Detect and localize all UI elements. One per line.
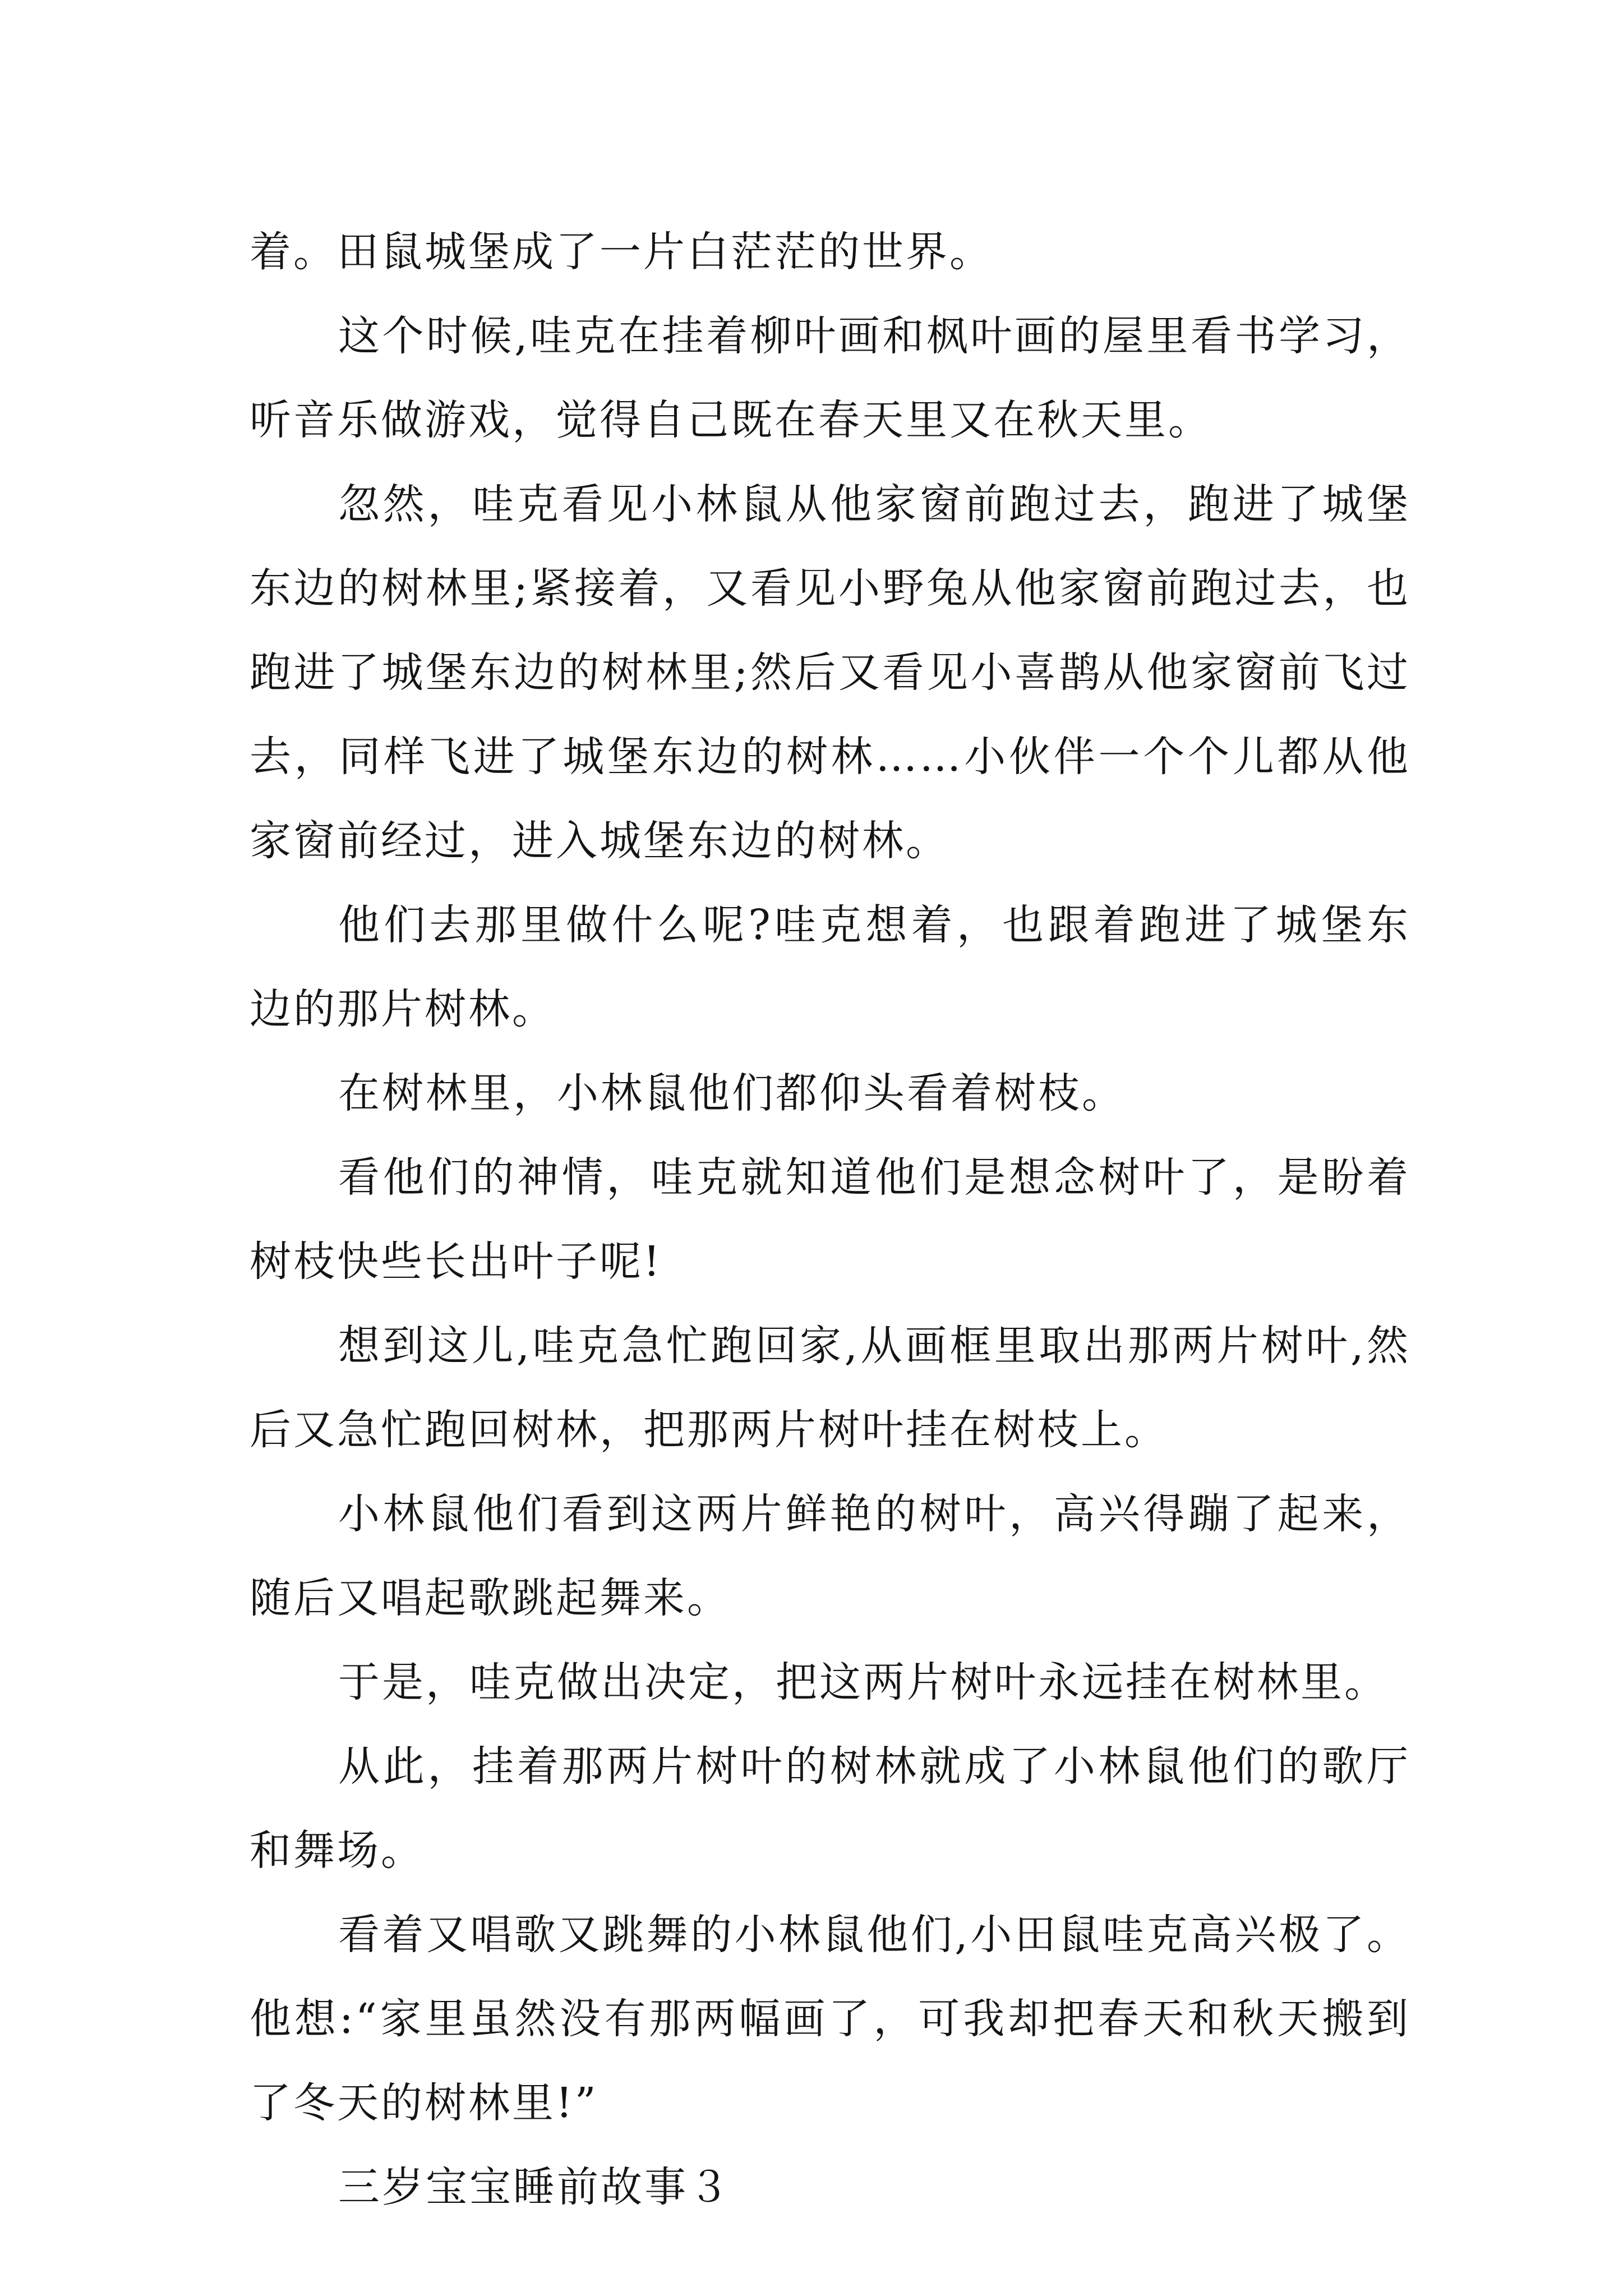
section-heading: 三岁宝宝睡前故事３: [338, 2163, 732, 2211]
paragraph: 他们去那里做什么呢?哇克想着，也跟着跑进了城堡东边的那片树林。: [250, 901, 1410, 1033]
paragraph: 看他们的神情，哇克就知道他们是想念树叶了，是盼着树枝快些长出叶子呢!: [250, 1153, 1410, 1286]
paragraph: 这个时候,哇克在挂着柳叶画和枫叶画的屋里看书学习，听音乐做游戏，觉得自己既在春天里又在秋天里。: [250, 312, 1410, 444]
paragraph: 在树林里，小林鼠他们都仰头看着树枝。: [338, 1069, 1126, 1117]
paragraph: 小林鼠他们看到这两片鲜艳的树叶，高兴得蹦了起来，随后又唱起歌跳起舞来。: [250, 1490, 1410, 1622]
paragraph: 从此，挂着那两片树叶的树林就成了小林鼠他们的歌厅和舞场。: [250, 1742, 1410, 1875]
body-text: [250, 210, 1410, 2229]
paragraph: 想到这儿,哇克急忙跑回家,从画框里取出那两片树叶,然后又急忙跑回树林，把那两片树叶挂在树枝上。: [250, 1322, 1410, 1454]
paragraph: 于是，哇克做出决定，把这两片树叶永远挂在树林里。: [338, 1658, 1388, 1706]
paragraph-continuation: 着。田鼠城堡成了一片白茫茫的世界。: [250, 228, 993, 276]
paragraph: 看着又唱歌又跳舞的小林鼠他们,小田鼠哇克高兴极了。他想:“家里虽然没有那两幅画了，可我却把春天和秋天搬到了冬天的树林里!”: [250, 1911, 1410, 2127]
paragraph: 忽然，哇克看见小林鼠从他家窗前跑过去，跑进了城堡东边的树林里;紧接着，又看见小野兔从他家窗前跑过去，也跑进了城堡东边的树林里;然后又看见小喜鹊从他家窗前飞过去，同样飞进了城堡东边的树林……小伙伴一个个儿都从他家窗前经过，进入城堡东边的树林。: [250, 480, 1410, 865]
